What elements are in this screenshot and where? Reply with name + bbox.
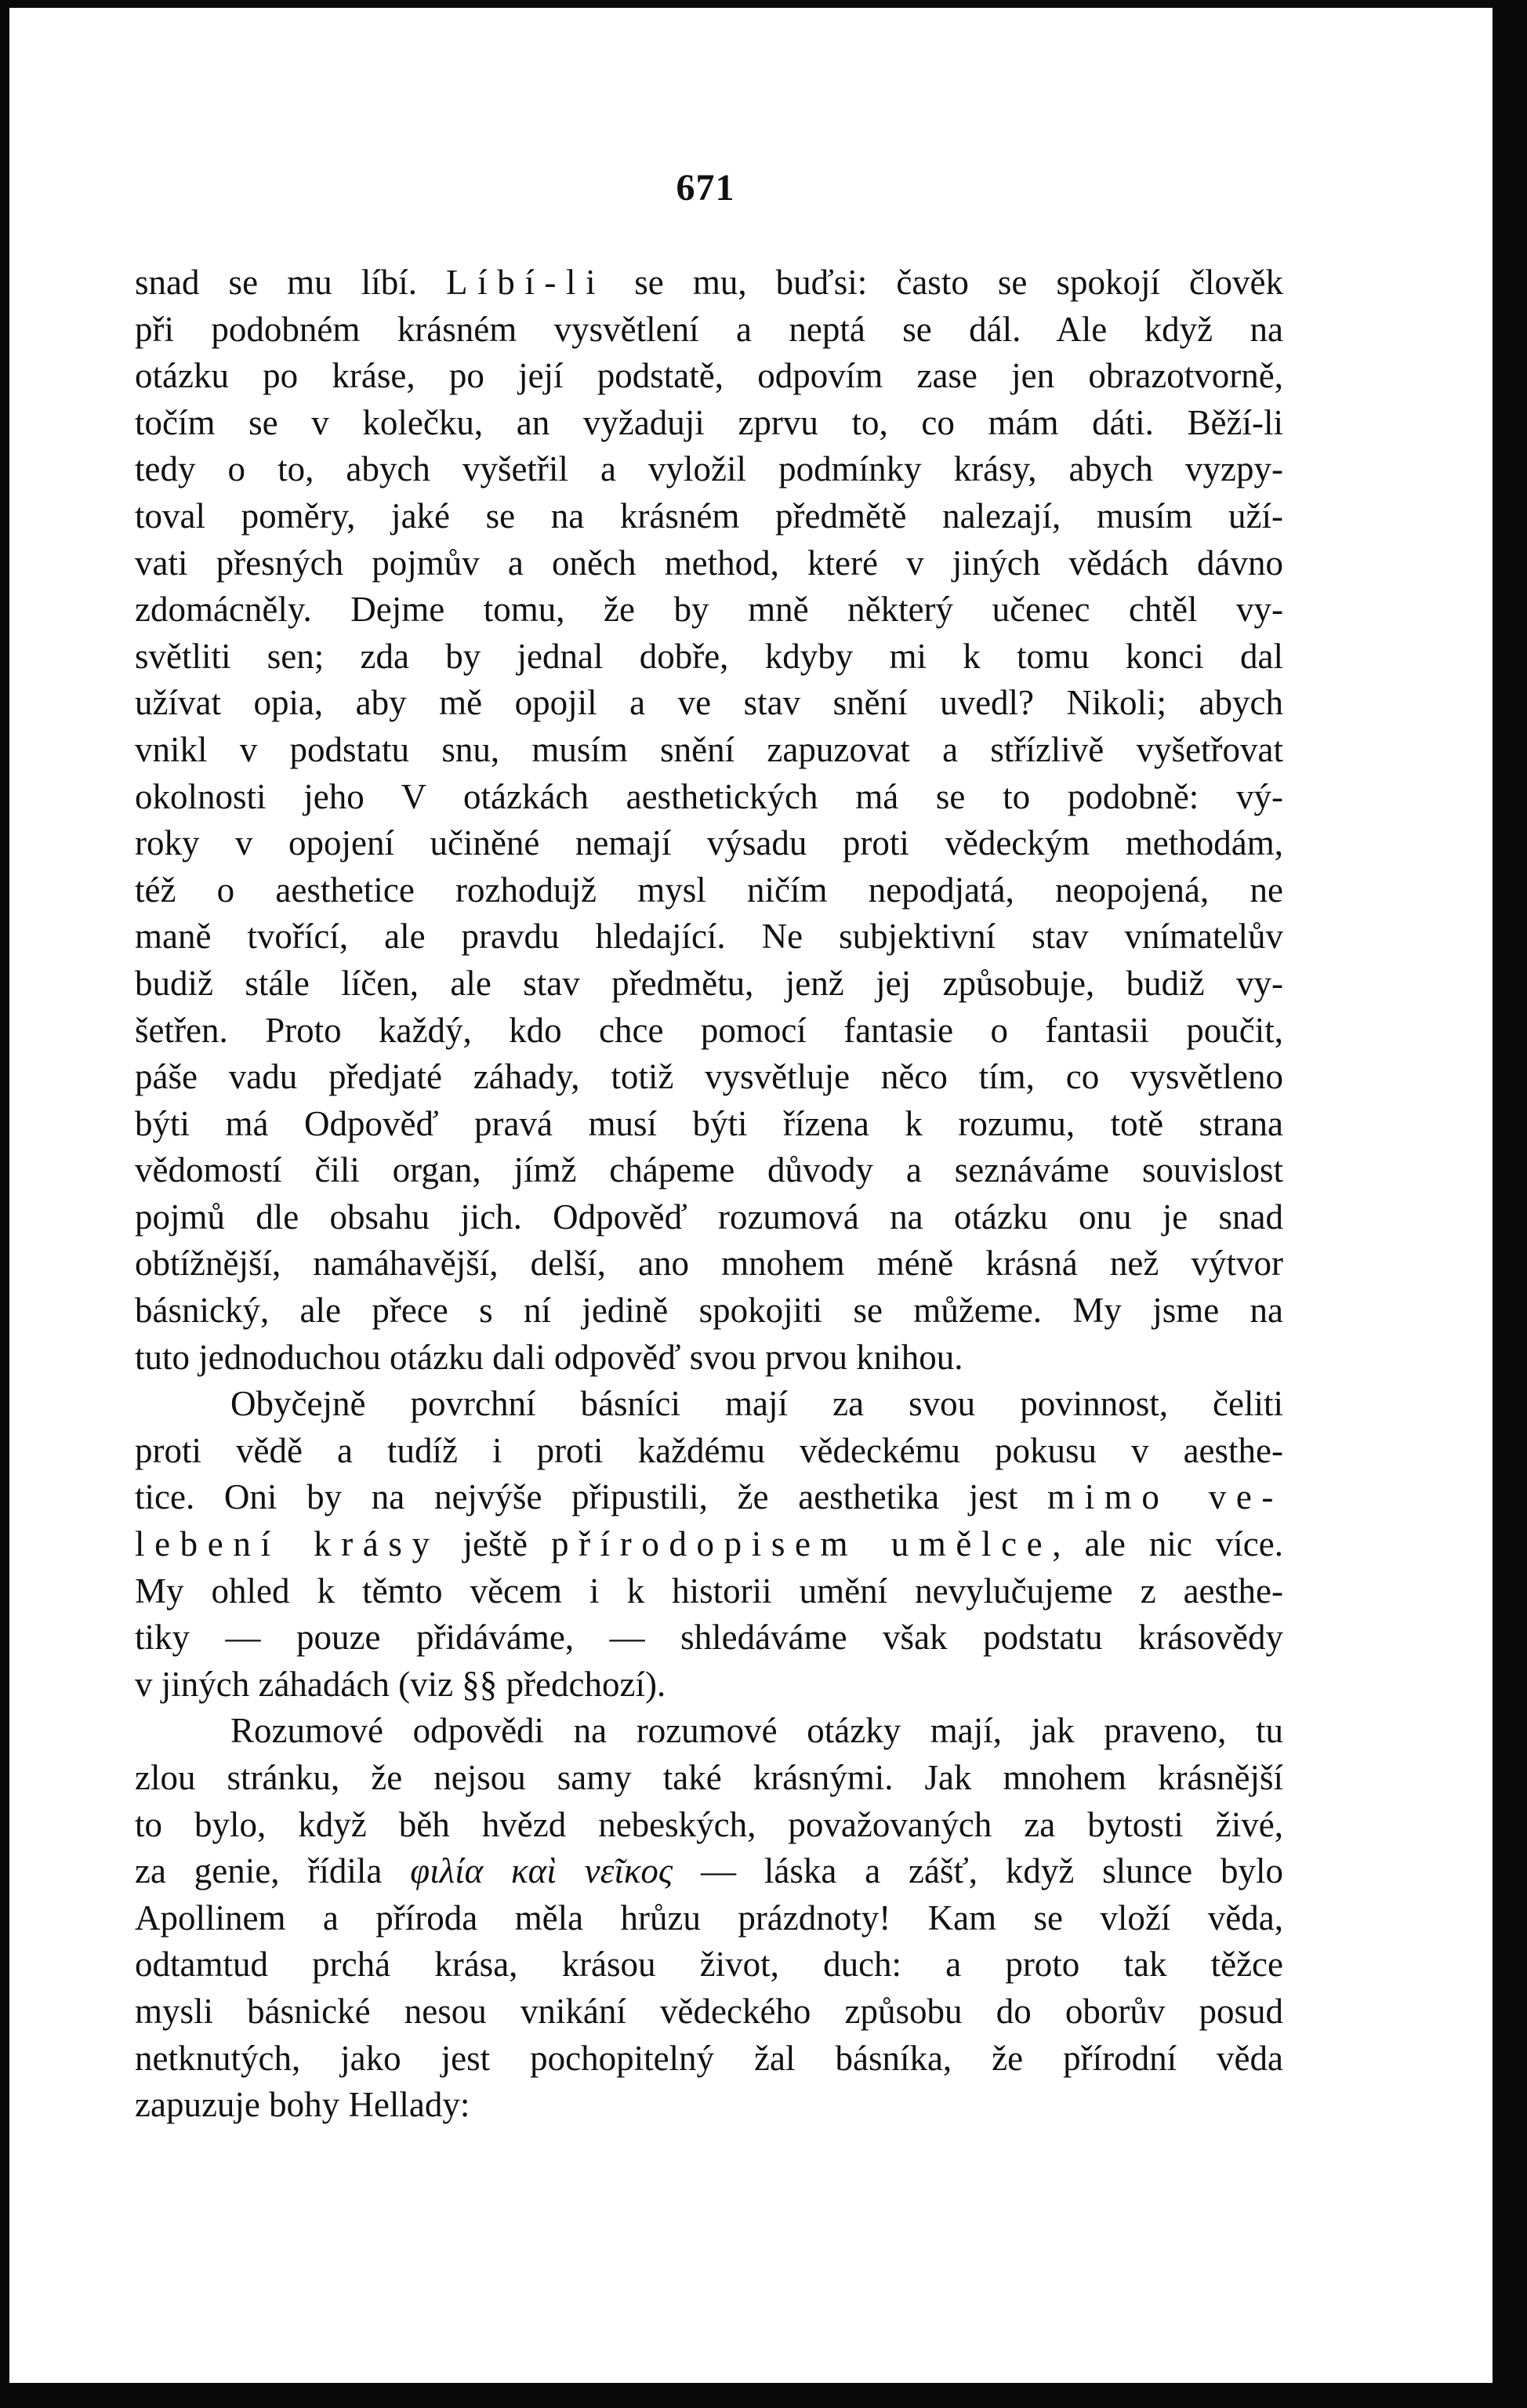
text-line: básnický, ale přece s ní jedině spokojiti se můžeme. My jsme na (135, 1291, 1283, 1331)
text-line: páše vadu předjaté záhady, totiž vysvětluje něco tím, co vysvětleno (135, 1057, 1283, 1097)
text-line: vědomostí čili organ, jímž chápeme důvody a seznáváme souvislost (135, 1150, 1283, 1190)
text-line: tuto jednoduchou otázku dali odpověď svou prvou knihou. (135, 1337, 963, 1377)
text-line: točím se v kolečku, an vyžaduji zprvu to, co mám dáti. Běží-li (135, 402, 1283, 442)
text-line: světliti sen; zda by jednal dobře, kdyby mi k tomu konci dal (135, 636, 1283, 676)
text-line: budiž stále líčen, ale stav předmětu, jenž jej způsobuje, budiž vy- (135, 963, 1283, 1003)
body-text (135, 260, 1283, 2129)
text-line: Rozumové odpovědi na rozumové otázky mají, jak praveno, tu (230, 1711, 1283, 1751)
text-line: zapuzuje bohy Hellady: (135, 2085, 470, 2125)
spaced-emphasis: přírodopisem umělce (550, 1524, 1053, 1564)
text-line: v jiných záhadách (viz §§ předchozí). (135, 1664, 666, 1704)
spaced-emphasis: mimo ve- (1047, 1477, 1283, 1517)
text-line: zdomácněly. Dejme tomu, že by mně některý učenec chtěl vy- (135, 590, 1283, 630)
text-line: okolnosti jeho V otázkách aesthetických má se to podobně: vý- (135, 776, 1283, 816)
text-line: roky v opojení učiněné nemají výsadu proti vědeckým methodám, (135, 823, 1283, 863)
text-segment: se mu, buďsi: často se spokojí člověk (605, 263, 1283, 302)
text-line: obtížnější, namáhavější, delší, ano mnohem méně krásná než výtvor (135, 1244, 1283, 1284)
text-line: odtamtud prchá krása, krásou život, duch: a proto tak těžce (135, 1945, 1283, 1985)
text-line (135, 1521, 1283, 1568)
text-line: tiky — pouze přidáváme, — shledáváme však podstatu krásovědy (135, 1618, 1283, 1658)
text-line: netknutých, jako jest pochopitelný žal básníka, že přírodní věda (135, 2038, 1283, 2078)
text-line: býti má Odpověď pravá musí býti řízena k rozumu, totě strana (135, 1103, 1283, 1143)
greek-phrase: φιλία καὶ νεῖκος (410, 1851, 673, 1891)
text-line: Apollinem a příroda měla hrůzu prázdnoty! Kam se vloží věda, (135, 1898, 1283, 1938)
text-line: též o aesthetice rozhodujž mysl ničím nepodjatá, neopojená, ne (135, 870, 1283, 910)
text-line (135, 1474, 1283, 1521)
text-line: to bylo, když běh hvězd nebeských, považovaných za bytosti živé, (135, 1804, 1283, 1844)
text-line: mysli básnické nesou vnikání vědeckého způsobu do oborův posud (135, 1991, 1283, 2031)
text-line: šetřen. Proto každý, kdo chce pomocí fantasie o fantasii poučit, (135, 1010, 1283, 1050)
text-line: pojmů dle obsahu jich. Odpověď rozumová na otázku onu je snad (135, 1197, 1283, 1237)
text-line: vnikl v podstatu snu, musím snění zapuzovat a střízlivě vyšetřovat (135, 729, 1283, 769)
text-line: toval poměry, jaké se na krásném předmětě nalezají, musím uží- (135, 496, 1283, 536)
text-line: tedy o to, abych vyšetřil a vyložil podmínky krásy, abych vyzpy- (135, 449, 1283, 489)
text-line: My ohled k těmto věcem i k historii umění nevylučujeme z aesthe- (135, 1571, 1283, 1611)
text-segment: , ale nic více. (1052, 1524, 1283, 1564)
spaced-emphasis: lebení krásy (135, 1524, 440, 1564)
text-line (135, 1848, 1283, 1895)
text-line: při podobném krásném vysvětlení a neptá se dál. Ale když na (135, 309, 1283, 349)
text-segment: za genie, řídila (135, 1851, 411, 1891)
page-number: 671 (676, 167, 735, 209)
spaced-emphasis: Líbí-li (446, 263, 606, 302)
text-line: proti vědě a tudíž i proti každému vědeckému pokusu v aesthe- (135, 1430, 1283, 1470)
text-line: maně tvořící, ale pravdu hledající. Ne subjektivní stav vnímatelův (135, 917, 1283, 957)
text-segment: tice. Oni by na nejvýše připustili, že aesthetika jest (135, 1477, 1048, 1517)
text-line: otázku po kráse, po její podstatě, odpovím zase jen obrazotvorně, (135, 356, 1283, 396)
text-line: vati přesných pojmův a oněch method, které v jiných vědách dávno (135, 543, 1283, 583)
text-line: Obyčejně povrchní básníci mají za svou povinnost, čeliti (230, 1384, 1283, 1424)
text-segment: — láska a zášť, když slunce bylo (673, 1851, 1283, 1891)
text-segment: snad se mu líbí. (135, 263, 447, 302)
text-line (135, 260, 1283, 307)
text-line: zlou stránku, že nejsou samy také krásnými. Jak mnohem krásnější (135, 1758, 1283, 1797)
text-segment: ještě (439, 1524, 551, 1564)
text-line: užívat opia, aby mě opojil a ve stav snění uvedl? Nikoli; abych (135, 683, 1283, 723)
